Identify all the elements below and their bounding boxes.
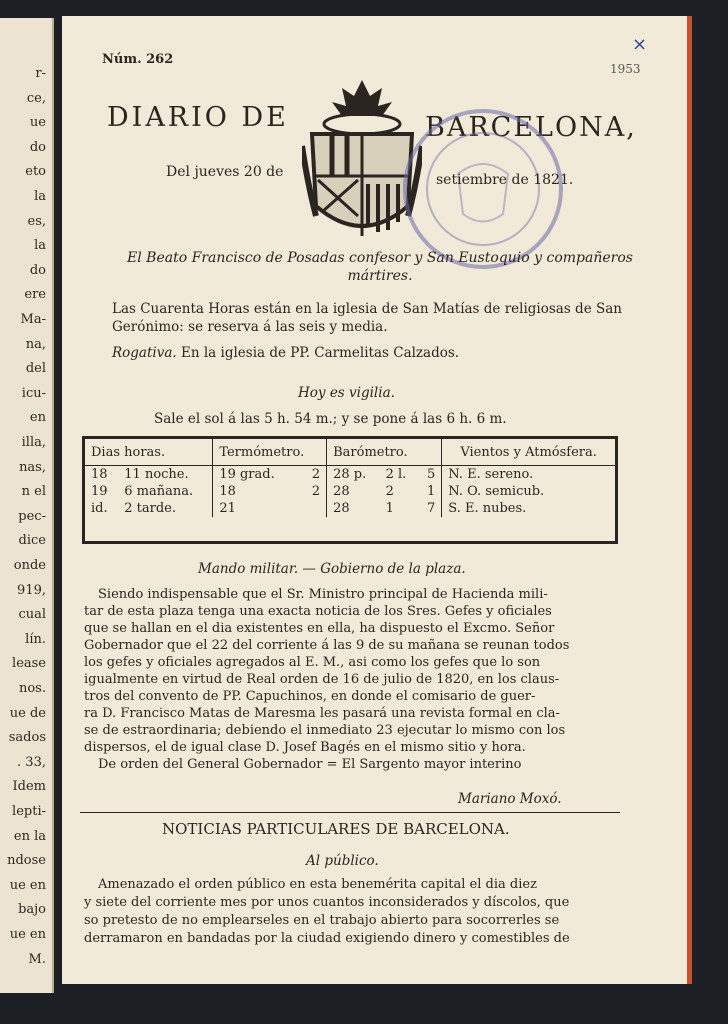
left-page-fragment: del — [25, 361, 46, 377]
left-page-fragment: lín. — [25, 631, 46, 647]
table-cell: id. — [91, 501, 108, 516]
table-cell: 21 — [213, 500, 300, 517]
text-line: ra D. Francisco Matas de Maresma les pasará una revista formal en cla- — [84, 706, 560, 721]
military-text — [84, 586, 624, 773]
table-cell: 19 grad. — [213, 466, 300, 484]
table-cell: 2 tarde. — [124, 501, 177, 516]
left-page-fragment: en la — [13, 828, 46, 844]
table-cell: 2 — [385, 484, 394, 499]
military-heading: Mando militar. — Gobierno de la plaza. — [198, 561, 466, 577]
left-page-fragment: na, — [25, 336, 46, 352]
text-line: que se hallan en el dia existentes en ella, ha dispuesto el Excmo. Señor — [84, 621, 555, 636]
left-page-fragment: ndose — [7, 853, 46, 869]
table-row — [85, 483, 615, 500]
table-cell: 1 — [385, 501, 394, 516]
table-cell: 6 mañana. — [124, 484, 194, 499]
text-line: so pretesto de no emplearseles en el trabajo abierto para socorrerles se — [84, 913, 560, 928]
header-barometer: Barómetro. — [327, 439, 442, 466]
newspaper-page — [62, 16, 692, 984]
news-text — [84, 876, 624, 948]
rogativa-label: Rogativa. — [112, 345, 177, 361]
left-page-fragment: Idem — [12, 779, 46, 795]
left-page-fragment: dice — [18, 533, 46, 549]
pencil-mark: × — [632, 34, 648, 55]
left-page-fragment: es, — [27, 213, 46, 229]
text-line: tar de esta plaza tenga una exacta noticia de los Sres. Gefes y oficiales — [84, 604, 552, 619]
masthead-title-left: DIARIO DE — [107, 102, 289, 133]
header-thermometer: Termómetro. — [213, 439, 327, 466]
signature: Mariano Moxó. — [458, 791, 562, 807]
left-page-fragment: r- — [35, 66, 46, 81]
left-page-fragment: nas, — [19, 459, 46, 475]
table-cell: 2 — [311, 467, 321, 482]
rogativa-text: En la iglesia de PP. Carmelitas Calzados. — [181, 345, 460, 361]
text-line: Gobernador que el 22 del corriente á las 9 de su mañana se reunan todos — [84, 638, 570, 653]
table-row — [85, 500, 615, 517]
text-line: los gefes y oficiales agregados al E. M., asi como los gefes que lo son — [84, 655, 541, 670]
text-line: tros del convento de PP. Capuchinos, en donde el comisario de guer- — [84, 689, 536, 704]
saints-of-day: El Beato Francisco de Posadas confesor y San Eustoquio y compañeros mártires. — [127, 250, 633, 284]
left-page-fragment: nos. — [18, 681, 46, 696]
header-winds: Vientos y Atmósfera. — [442, 439, 615, 466]
table-cell: 1 — [426, 484, 436, 499]
text-line: De orden del General Gobernador = El Sargento mayor interino — [98, 757, 522, 772]
text-line: igualmente en virtud de Real orden de 16 de julio de 1820, en los claus- — [84, 672, 560, 687]
left-page-fragment: 919, — [17, 582, 46, 598]
table-cell: 28 — [327, 483, 380, 500]
divider — [80, 812, 620, 813]
left-page-fragment: illa, — [21, 435, 46, 450]
left-page-fragment: ce, — [26, 90, 46, 106]
table-cell: 28 — [327, 500, 380, 517]
left-page-fragment: icu- — [21, 385, 46, 401]
table-cell: 19 — [91, 484, 108, 499]
left-page-fragment: bajo — [18, 902, 46, 918]
left-page-fragment: M. — [28, 951, 46, 967]
left-page-fragment: ue en — [9, 927, 46, 942]
left-page-fragment: do — [29, 262, 46, 278]
left-page-fragment: Ma- — [20, 312, 46, 327]
text-line: y siete del corriente mes por unos cuantos inconsiderados y díscolos, que — [84, 895, 570, 910]
left-page-fragment: cual — [18, 607, 46, 623]
left-page-fragment: eto — [25, 164, 46, 180]
date-left: Del jueves 20 de — [166, 164, 284, 180]
masthead-title-right: BARCELONA, — [425, 112, 637, 143]
table-cell: 18 — [213, 483, 300, 500]
left-page-fragment: en — [29, 410, 46, 426]
left-page-fragment: do — [29, 139, 46, 155]
left-page-fragment: n el — [21, 484, 46, 500]
left-page-fragment: ue de — [9, 705, 46, 721]
left-page-margin — [0, 18, 54, 993]
table-cell: S. E. nubes. — [442, 500, 615, 517]
table-cell — [300, 500, 327, 517]
left-page-fragment: . 33, — [17, 754, 46, 770]
table-cell: 28 p. — [327, 466, 380, 484]
left-page-fragment: lease — [12, 656, 46, 672]
header-days: Dias horas. — [85, 439, 213, 466]
text-line: se de estraordinaria; debiendo el inmediato 23 ejecutar lo mismo con los — [84, 723, 566, 738]
table-cell: 2 l. — [385, 467, 407, 482]
text-line: dispersos, el de igual clase D. Josef Bagés en el mismo sitio y hora. — [84, 740, 526, 755]
sun-times: Sale el sol á las 5 h. 54 m.; y se pone á las 6 h. 6 m. — [154, 411, 507, 427]
left-page-fragment: pec- — [18, 508, 46, 524]
text-line: Amenazado el orden público en esta benemérita capital el dia diez — [98, 877, 537, 892]
table-cell: N. E. sereno. — [442, 466, 615, 484]
rogativa-notice — [112, 344, 459, 362]
left-page-fragment: ue en — [9, 877, 46, 893]
vigil-notice: Hoy es vigilia. — [298, 385, 395, 401]
weather-table — [82, 436, 618, 544]
date-right: setiembre de 1821. — [436, 172, 574, 188]
left-page-fragment: la — [34, 189, 46, 204]
forty-hours-notice: Las Cuarenta Horas están en la iglesia de San Matías de religiosas de San Gerónimo: se reserva á las seis y media. — [112, 301, 622, 335]
table-row — [85, 466, 615, 484]
table-cell: 11 noche. — [124, 467, 189, 482]
issue-number: Núm. 262 — [102, 52, 174, 67]
news-heading: NOTICIAS PARTICULARES DE BARCELONA. — [162, 820, 510, 838]
page-code: 1953 — [610, 62, 641, 76]
text-line: Siendo indispensable que el Sr. Ministro principal de Hacienda mili- — [98, 587, 548, 602]
left-page-fragment: ue — [29, 115, 46, 131]
table-cell: 5 — [426, 467, 436, 482]
table-cell: 18 — [91, 467, 108, 482]
news-subheading: Al público. — [306, 853, 379, 869]
table-cell: N. O. semicub. — [442, 483, 615, 500]
left-page-fragment: la — [34, 238, 46, 254]
left-page-fragment: ere — [24, 287, 46, 303]
left-page-fragment: lepti- — [12, 804, 46, 819]
left-page-fragment: sados — [8, 730, 46, 746]
left-page-fragment: onde — [13, 558, 46, 573]
table-cell: 7 — [426, 501, 436, 516]
table-cell: 2 — [311, 484, 321, 499]
text-line: derramaron en bandadas por la ciudad exigiendo dinero y comestibles de — [84, 931, 570, 946]
